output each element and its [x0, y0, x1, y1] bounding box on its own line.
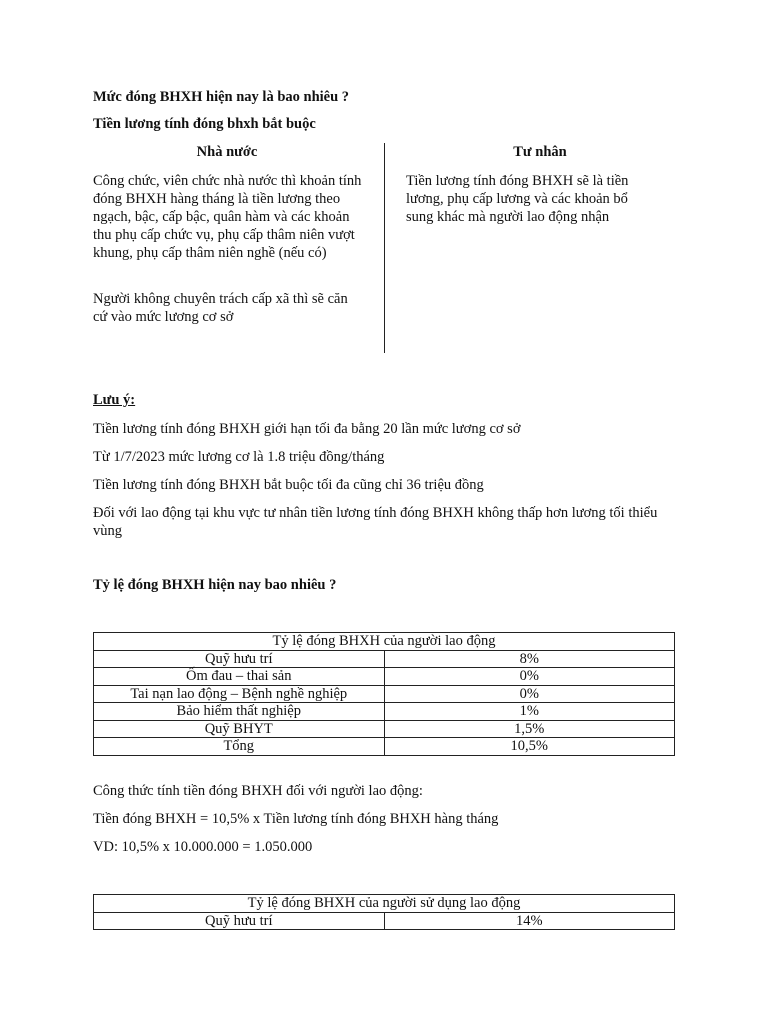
- row-label: Tai nạn lao động – Bệnh nghề nghiệp: [94, 685, 385, 703]
- row-value: 1,5%: [384, 720, 675, 738]
- note-item-1: Tiền lương tính đóng BHXH giới hạn tối đa bằng 20 lần mức lương cơ sở: [93, 421, 521, 437]
- table-title-row: [94, 895, 675, 913]
- private-paragraph-1: Tiền lương tính đóng BHXH sẽ là tiền lương, phụ cấp lương và các khoản bổ sung khác mà người lao động nhận: [406, 173, 629, 225]
- employee-rate-table: [93, 632, 675, 756]
- heading-rate: Tỷ lệ đóng BHXH hiện nay bao nhiêu ?: [93, 577, 337, 593]
- row-label: Bảo hiểm thất nghiệp: [94, 703, 385, 721]
- row-value: 10,5%: [384, 738, 675, 756]
- table-title-row: [94, 633, 675, 651]
- note-item-4: Đối với lao động tại khu vực tư nhân tiền lương tính đóng BHXH không thấp hơn lương tối thiểu vùng: [93, 505, 658, 539]
- heading-contribution-level: Mức đóng BHXH hiện nay là bao nhiêu ?: [93, 89, 350, 105]
- table-title: Tỷ lệ đóng BHXH của người sử dụng lao động: [94, 895, 675, 913]
- formula-expression: Tiền đóng BHXH = 10,5% x Tiền lương tính đóng BHXH hàng tháng: [93, 811, 499, 827]
- note-item-2: Từ 1/7/2023 mức lương cơ là 1.8 triệu đồng/tháng: [93, 449, 385, 465]
- table-row: [94, 720, 675, 738]
- column-divider: [384, 143, 385, 353]
- state-paragraph-2: Người không chuyên trách cấp xã thì sẽ căn cứ vào mức lương cơ sở: [93, 291, 348, 325]
- heading-salary-basis: Tiền lương tính đóng bhxh bắt buộc: [93, 116, 316, 132]
- table-row: [94, 703, 675, 721]
- table-row: [94, 912, 675, 930]
- note-title: Lưu ý:: [93, 392, 136, 408]
- column-title-private: Tư nhân: [513, 144, 567, 160]
- formula-example: VD: 10,5% x 10.000.000 = 1.050.000: [93, 839, 313, 855]
- note-item-3: Tiền lương tính đóng BHXH bắt buộc tối đa cũng chỉ 36 triệu đồng: [93, 477, 484, 493]
- state-paragraph-1: Công chức, viên chức nhà nước thì khoản tính đóng BHXH hàng tháng là tiền lương theo ngạch, bậc, cấp bậc, quân hàm và các khoản thu phụ cấp chức vụ, phụ cấp thâm niên vượt khung, phụ cấp thâm niên nghề (nếu có): [93, 173, 362, 261]
- table-row: [94, 650, 675, 668]
- table-title: Tỷ lệ đóng BHXH của người lao động: [94, 633, 675, 651]
- table-row: [94, 738, 675, 756]
- row-value: 8%: [384, 650, 675, 668]
- row-value: 1%: [384, 703, 675, 721]
- employer-rate-table: [93, 894, 675, 930]
- row-label: Tổng: [94, 738, 385, 756]
- row-value: 0%: [384, 685, 675, 703]
- row-label: Quỹ BHYT: [94, 720, 385, 738]
- row-value: 14%: [384, 912, 675, 930]
- row-label: Quỹ hưu trí: [94, 912, 385, 930]
- table-row: [94, 668, 675, 686]
- column-title-state: Nhà nước: [196, 144, 258, 160]
- row-label: Ốm đau – thai sản: [94, 668, 385, 686]
- table-row: [94, 685, 675, 703]
- formula-intro: Công thức tính tiền đóng BHXH đối với người lao động:: [93, 783, 423, 799]
- row-value: 0%: [384, 668, 675, 686]
- row-label: Quỹ hưu trí: [94, 650, 385, 668]
